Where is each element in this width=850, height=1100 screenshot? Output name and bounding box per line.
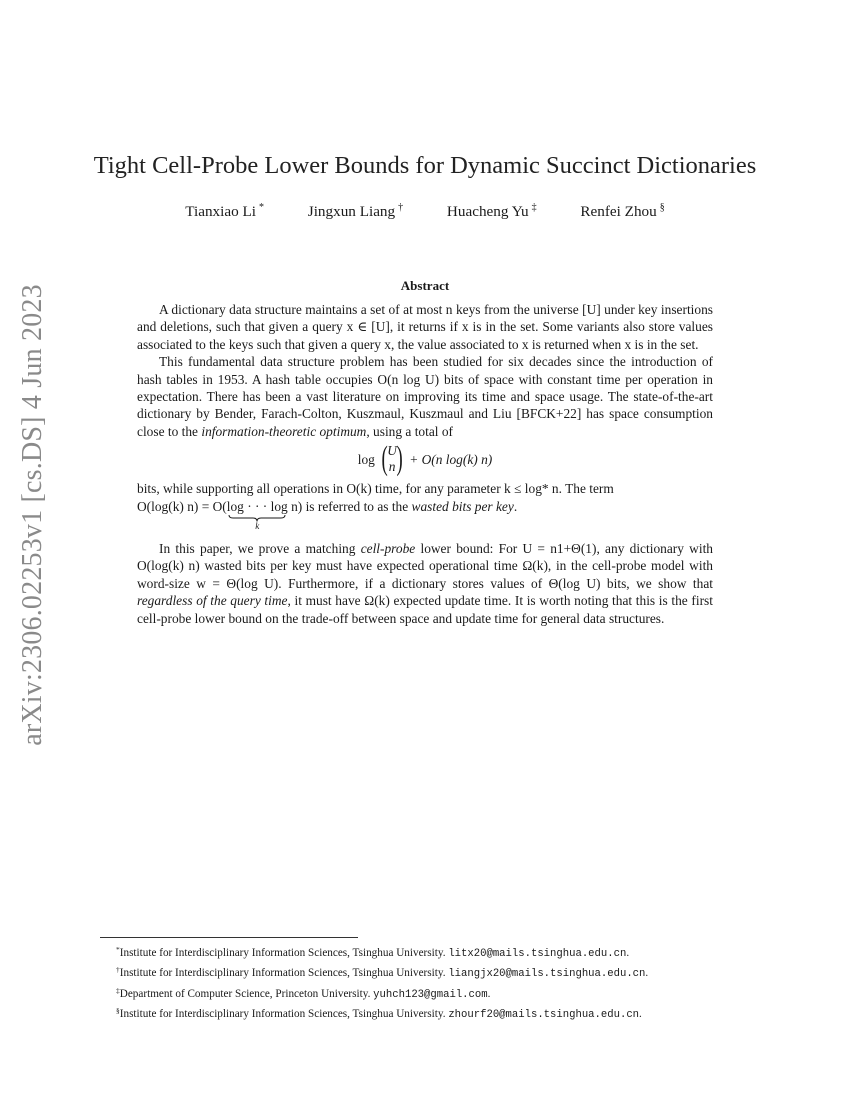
paragraph-text: .	[513, 498, 518, 514]
footnotes	[116, 942, 836, 1024]
footnote-end: .	[639, 1008, 642, 1021]
footnote-text: Institute for Interdisciplinary Information Sciences, Tsinghua University.	[119, 967, 449, 980]
abstract-paragraph-1: A dictionary data structure maintains a set of at most n keys from the universe [U] under key insertions and deletions, such that given a query x ∈ [U], it returns if x is in the set. Some variants also store values associated to the keys such that given a query x, the value associated to x is returned when x is in the set.	[137, 302, 713, 352]
author-name: Tianxiao Li	[185, 203, 256, 221]
paragraph-text: n) is referred to as the	[287, 498, 412, 514]
footnote-divider	[100, 937, 358, 938]
footnote-end: .	[487, 987, 491, 1000]
author-2	[308, 202, 403, 221]
author-name: Renfei Zhou	[580, 203, 657, 221]
equation-log: log	[357, 451, 375, 467]
abstract-paragraph-4	[137, 540, 713, 627]
author-4	[580, 202, 664, 221]
paper-title: Tight Cell-Probe Lower Bounds for Dynamic Succinct Dictionaries	[93, 152, 757, 179]
abstract-paragraph-3	[137, 480, 713, 531]
underbrace-body: log · · · log	[226, 498, 288, 514]
author-footnote-mark: †	[398, 202, 404, 213]
footnote-mark: †	[116, 965, 120, 975]
footnote-text: Institute for Interdisciplinary Information Sciences, Tsinghua University.	[119, 1008, 449, 1021]
paragraph-text: In this paper, we prove a matching	[159, 541, 361, 557]
paragraph-text: lower bound: For U = n1+Θ(1), any dictionary with O(log(k) n) wasted bits per key must have expected operational time Ω(k), in the cell-probe model with word-size w = Θ(log U). Furthermore, if a dictionary stores values of Θ(log U) bits, we show that	[137, 541, 713, 591]
author-list	[0, 202, 850, 221]
footnote-text: Institute for Interdisciplinary Information Sciences, Tsinghua University.	[119, 947, 449, 959]
emphasis-text: regardless of the query time	[137, 593, 288, 609]
abstract-paragraph-2	[137, 353, 713, 440]
binomial-terms	[387, 443, 397, 475]
underbrace-expression	[227, 498, 288, 531]
footnote-end: .	[645, 967, 649, 980]
arxiv-stamp	[8, 280, 58, 750]
display-equation	[137, 442, 713, 476]
footnote-mark: *	[116, 945, 120, 954]
paragraph-text: , it must have Ω(k) expected update time. It is worth noting that this is the first cell-probe lower bound on the trade-off between space and update time for general data structures.	[137, 593, 713, 626]
emphasis-text: wasted bits per key	[411, 498, 514, 514]
abstract-body	[137, 301, 713, 627]
footnote-mark: §	[116, 1006, 120, 1016]
abstract-heading: Abstract	[400, 278, 450, 293]
footnote-4	[116, 1003, 836, 1023]
footnote-end: .	[626, 947, 630, 959]
author-3	[447, 202, 537, 221]
paragraph-text: This fundamental data structure problem has been studied for six decades since the introduction of hash tables in 1953. A hash table occupies O(n log U) bits of space with constant time per operation in expectation. There has been a vast literature on improving its time and space usage. The state-of-the-art dictionary by Bender, Farach-Colton, Kuszmaul, Kuszmaul and Liu [BFCK+22] has space consumption close to the	[137, 354, 713, 439]
author-footnote-mark: §	[659, 202, 665, 213]
footnote-2	[116, 962, 836, 982]
binomial-coefficient	[379, 442, 405, 476]
author-name: Jingxun Liang	[307, 203, 396, 221]
author-name: Huacheng Yu	[446, 203, 529, 221]
left-paren: (	[381, 440, 388, 478]
footnote-1	[116, 942, 836, 962]
author-footnote-mark: ‡	[531, 202, 537, 213]
footnote-email: litx20@mails.tsinghua.edu.cn	[448, 948, 627, 960]
author-footnote-mark: *	[259, 202, 264, 213]
emphasis-text: information-theoretic optimum	[201, 423, 367, 439]
footnote-text: Department of Computer Science, Princeton University.	[119, 987, 374, 1000]
binomial-bottom: n	[388, 459, 396, 475]
paragraph-text: bits, while supporting all operations in O(k) time, for any parameter k ≤ log* n. The term	[137, 481, 614, 497]
paragraph-text: O(log(k) n) = O(	[137, 498, 227, 514]
paragraph-text: , using a total of	[366, 423, 454, 439]
footnote-mark: ‡	[116, 985, 120, 995]
equation-remainder: + O(n log(k) n)	[409, 451, 493, 467]
footnote-email: liangjx20@mails.tsinghua.edu.cn	[448, 968, 646, 981]
right-paren: )	[396, 440, 403, 478]
underbrace-subscript: k	[255, 521, 260, 532]
footnote-email: zhourf20@mails.tsinghua.edu.cn	[448, 1009, 640, 1022]
binomial-top: U	[387, 443, 397, 459]
footnote-email: yuhch123@gmail.com	[373, 988, 488, 1001]
author-1	[185, 202, 264, 221]
footnote-3	[116, 983, 836, 1003]
emphasis-text: cell-probe	[360, 541, 416, 557]
arxiv-identifier: arXiv:2306.02253v1 [cs.DS] 4 Jun 2023	[17, 284, 48, 746]
